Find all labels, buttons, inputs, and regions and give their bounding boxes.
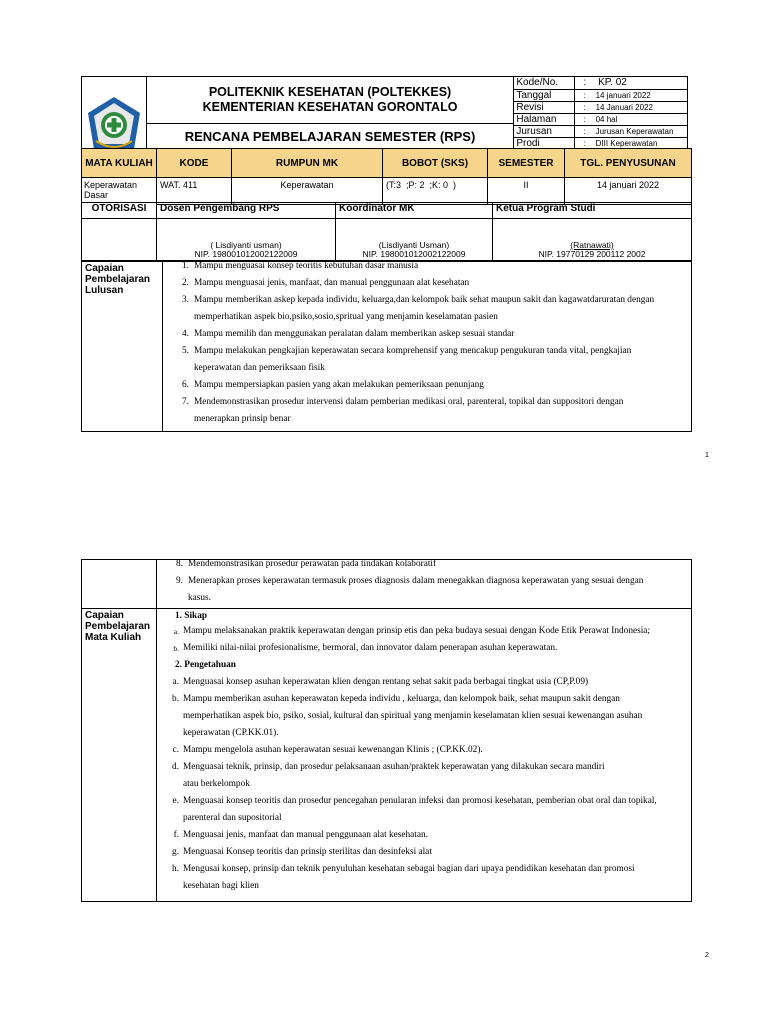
list-item-line: Mampu memilih dan menggunakan peralatan dalam memberikan askep sesuai standar [194, 329, 515, 339]
pengetahuan-item [157, 691, 683, 742]
val-mata-kuliah: Keperawatan Dasar [82, 178, 157, 205]
list-item-line: Mampu memberikan asuhan keperawatan kepeda individu , keluarga, dan kelompok baik, sehat maupun sakit dengan [183, 694, 620, 704]
pengetahuan-item [157, 844, 683, 861]
meta-sep: : [583, 90, 586, 100]
list-item-number: 6. [182, 380, 189, 390]
cpl-item [157, 573, 687, 607]
otorisasi-kaprodi-title: Ketua Program Studi [493, 203, 692, 219]
doc-title: RENCANA PEMBELAJARAN SEMESTER (RPS) [184, 129, 476, 144]
cpl-cont-content [157, 560, 692, 609]
list-item-line: Mampu memberikan askep kepada individu, keluarga,dan kelompok baik sehat maupun sakit dan kagawatdaruratan dengan [194, 295, 655, 305]
list-item-number: 7. [182, 397, 189, 407]
list-item-text [194, 326, 687, 343]
list-item-text [194, 292, 687, 326]
val-tgl-penyusunan: 14 januari 2022 [565, 178, 692, 205]
document-header [81, 76, 688, 150]
list-item-line: menerapkan prinsip benar [194, 414, 291, 424]
meta-label-prodi: Prodi [514, 137, 575, 149]
meta-label-kode: Kode/No. [514, 77, 575, 89]
list-item-line: Mendemonstrasikan prosedur intervensi dalam pemberian medikasi oral, parenteral, topikal dan suppositori dengan [194, 397, 624, 407]
document-meta-table [514, 77, 687, 149]
cpl-item [163, 258, 687, 275]
list-item-line: kesehatan bagi klien [183, 881, 259, 891]
sikap-list [157, 623, 683, 657]
otorisasi-table [81, 202, 692, 261]
otorisasi-koordinator-sign [336, 219, 493, 261]
cpl-label: Capaian Pembelajaran Lulusan [82, 262, 163, 432]
list-item-text [183, 640, 683, 657]
pengetahuan-item [157, 742, 683, 759]
col-semester: SEMESTER [488, 149, 565, 178]
meta-value-prodi: DIII Keperawatan [595, 138, 658, 148]
course-info-table [81, 148, 692, 205]
list-item-text [183, 793, 683, 827]
list-item-text [183, 827, 683, 844]
list-item-line: atau berkelompok [183, 779, 250, 789]
list-item-number: d. [172, 762, 179, 772]
col-tgl-penyusunan: TGL. PENYUSUNAN [565, 149, 692, 178]
list-item-text [194, 377, 687, 394]
meta-label-revisi: Revisi [514, 101, 575, 113]
list-item-line: Mampu melaksanakan praktik keperawatan dengan prinsip etis dan peka budaya sesuai dengan Kode Etik Perawat Indonesia; [183, 626, 651, 636]
list-item-number: a. [173, 627, 179, 636]
meta-label-halaman: Halaman [514, 113, 575, 125]
cpl-item [163, 292, 687, 326]
list-item-text [183, 742, 683, 759]
list-item-line: memperhatikan aspek bio, psiko, sosial, kultural dan spiritual yang menjamin keselamatan klien sesuai kewenangan asuhan [183, 711, 643, 721]
meta-value-tanggal: 14 januari 2022 [595, 90, 651, 100]
pengetahuan-item [157, 793, 683, 827]
meta-sep: : [583, 126, 586, 136]
cpmk-sikap-title: 1. Sikap [175, 611, 208, 621]
list-item-number: 2. [182, 278, 189, 288]
list-item-number: 4. [182, 329, 189, 339]
list-item-text [183, 844, 683, 861]
val-semester: II [488, 178, 565, 205]
course-values-row [82, 178, 692, 205]
meta-label-jurusan: Jurusan [514, 125, 575, 137]
pengetahuan-item [157, 674, 683, 691]
document-meta-cell [514, 77, 688, 150]
kaprodi-nip: NIP. 19770129 200112 2002 [538, 249, 646, 259]
pengetahuan-list [157, 674, 683, 895]
list-item-line: Menguasai Konsep teoritis dan prinsip sterilitas dan desinfeksi alat [183, 847, 432, 857]
institution-line-1: POLITEKNIK KESEHATAN (POLTEKKES) [208, 85, 452, 99]
list-item-line: Menguasai konsep asuhan keperawatan klien dengan rentang sehat sakit pada berbagai tingkat usia (CP,P.09) [183, 677, 589, 687]
kaprodi-name: (Ratnawati) [570, 240, 614, 250]
institution-title-cell [146, 77, 514, 124]
doc-title-cell [146, 124, 514, 150]
cpl-item [163, 343, 687, 377]
list-item-text [183, 691, 683, 742]
list-item-line: Mampu menguasai konsep teoritis kebutuhan dasar manusia [194, 261, 419, 271]
list-item-line: kasus. [188, 593, 211, 603]
cpl-content [163, 262, 692, 432]
meta-value-jurusan: Jurusan Keperawatan [595, 126, 674, 136]
page-number-2: 2 [705, 952, 709, 959]
list-item-text [183, 674, 683, 691]
val-kode: WAT. 411 [157, 178, 232, 205]
otorisasi-dosen-sign [157, 219, 336, 261]
pengetahuan-item [157, 827, 683, 844]
sikap-item [157, 640, 683, 657]
list-item-text [194, 258, 687, 275]
list-item-number: 3. [182, 295, 189, 305]
otorisasi-dosen-title: Dosen Pengembang RPS [157, 203, 336, 219]
institution-line-2: KEMENTERIAN KESEHATAN GORONTALO [202, 100, 458, 114]
dosen-name: ( Lisdiyanti usman) [210, 240, 282, 250]
list-item-number: b. [172, 694, 179, 704]
list-item-text [188, 556, 687, 573]
val-bobot: (T:3 ;P: 2 ;K: 0 ) [383, 178, 488, 205]
list-item-text [183, 861, 683, 895]
otorisasi-kaprodi-sign [493, 219, 692, 261]
cpl-continued-table [81, 559, 692, 902]
list-item-number: f. [173, 830, 179, 840]
cpl-item [163, 326, 687, 343]
koordinator-name: (Lisdiyanti Usman) [378, 240, 450, 250]
list-item-line: Mampu melakukan pengkajian keperawatan secara komprehensif yang mencakup pengukuran tanda vital, pengkajian [194, 346, 632, 356]
list-item-line: Menguasai konsep teoritis dan prosedur pencegahan penularan infeksi dan promosi kesehatan, pemberian obat oral dan topikal, [183, 796, 657, 806]
koordinator-nip: NIP. 198001012002122009 [362, 249, 466, 259]
meta-sep: : [583, 102, 586, 112]
meta-sep: : [583, 138, 586, 148]
list-item-line: Mampu menguasai jenis, manfaat, dan manual penggunaan alat kesehatan [194, 278, 470, 288]
cpl-item [163, 275, 687, 292]
list-item-number: 5. [182, 346, 189, 356]
list-item-line: Memiliki nilai-nilai profesionalisme, bermoral, dan innovator dalam penerapan asuhan keperawatan. [183, 643, 558, 653]
course-header-row [82, 149, 692, 178]
list-item-line: Menguasai jenis, manfaat dan manual penggunaan alat kesehatan. [183, 830, 428, 840]
cpl-item [163, 394, 687, 428]
list-item-number: h. [172, 864, 179, 874]
list-item-number: a. [172, 677, 179, 687]
list-item-line: keperawatan dan pemeriksaan fisik [194, 363, 325, 373]
list-item-line: memperhatikan aspek bio,psiko,sosio,spritual yang menjamin keselamatan pasien [194, 312, 498, 322]
list-item-text [194, 343, 687, 377]
col-kode: KODE [157, 149, 232, 178]
list-item-number: 9. [176, 576, 183, 586]
list-item-number: 1. [182, 261, 189, 271]
pengetahuan-item [157, 759, 683, 793]
list-item-line: Mampu mempersiapkan pasien yang akan melakukan pemeriksaan penunjang [194, 380, 484, 390]
val-rumpun-mk: Keperawatan [232, 178, 383, 205]
list-item-line: parenteral dan supositorial [183, 813, 282, 823]
list-item-text [194, 275, 687, 292]
col-mata-kuliah: MATA KULIAH [82, 149, 157, 178]
list-item-number: 8. [176, 559, 183, 569]
meta-label-tanggal: Tanggal [514, 89, 575, 101]
cpl-item [157, 556, 687, 573]
list-item-text [183, 623, 683, 640]
meta-value-revisi: 14 Januari 2022 [595, 102, 653, 112]
otorisasi-label: OTORISASI [82, 203, 157, 219]
list-item-text [188, 573, 687, 607]
list-item-text [194, 394, 687, 428]
logo-cell [82, 77, 147, 150]
list-item-number: c. [172, 745, 179, 755]
cpl-cont-list [157, 556, 687, 607]
page-number-1: 1 [705, 452, 709, 459]
meta-value-halaman: 04 hal [595, 114, 618, 124]
list-item-line: Menguasai teknik, prinsip, dan prosedur pelaksanaan asuhan/praktek keperawatan yang dilakukan secara mandiri [183, 762, 605, 772]
poltekkes-logo-icon [84, 95, 144, 153]
list-item-line: Mampu mengelola asuhan keperawatan sesuai kewenangan Klinis ; (CP.KK.02). [183, 745, 483, 755]
list-item-text [183, 759, 683, 793]
otorisasi-koordinator-title: Koordinator MK [336, 203, 493, 219]
list-item-number: g. [172, 847, 179, 857]
cpmk-content [157, 609, 692, 902]
sikap-item [157, 623, 683, 640]
cpl-list [163, 258, 687, 428]
cpl-item [163, 377, 687, 394]
meta-sep: : [583, 114, 586, 124]
col-rumpun-mk: RUMPUN MK [232, 149, 383, 178]
list-item-number: e. [172, 796, 179, 806]
cpmk-pengetahuan-title: 2. Pengetahuan [175, 660, 236, 670]
list-item-line: Mengusai konsep, prinsip dan teknik penyuluhan kesehatan sebagai bagian dari upaya pendidikan kesehatan dan promosi [183, 864, 635, 874]
list-item-line: Menerapkan proses keperawatan termasuk proses diagnosis dalam menegakkan diagnosa keperawatan yang sesuai dengan [188, 576, 644, 586]
col-bobot: BOBOT (SKS) [383, 149, 488, 178]
cpl-table [81, 261, 692, 432]
meta-sep: : [583, 77, 587, 88]
pengetahuan-item [157, 861, 683, 895]
dosen-nip: NIP. 198001012002122009 [194, 249, 298, 259]
list-item-line: keperawatan (CP.KK.01). [183, 728, 279, 738]
otorisasi-blank [82, 219, 157, 261]
list-item-line: Mendemonstrasikan prosedur perawatan pada tindakan kolaboratif [188, 559, 437, 569]
cpl-cont-blank [82, 560, 157, 609]
list-item-number: b. [173, 644, 179, 653]
cpmk-label: Capaian Pembelajaran Mata Kuliah [82, 609, 157, 902]
meta-value-kode: KP. 02 [598, 77, 627, 88]
